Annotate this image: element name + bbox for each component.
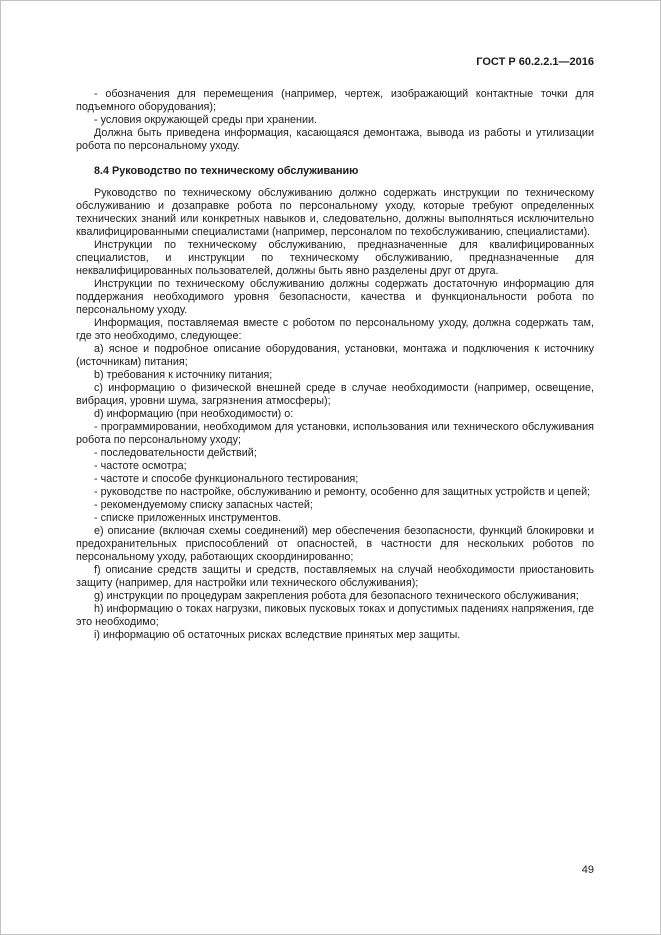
document-header: ГОСТ Р 60.2.2.1—2016	[476, 56, 594, 68]
paragraph: e) описание (включая схемы соединений) мер обеспечения безопасности, функций блокировки и предохранительных приспособлений от опасностей, в частности для нескольких роботов по персональному уходу, работающих скоординированно;	[76, 525, 594, 563]
paragraph: Инструкции по техническому обслуживанию должны содержать достаточную информацию для поддержания необходимого уровня безопасности, качества и функциональности робота по персональному уходу.	[76, 278, 594, 316]
paragraph: - частоте осмотра;	[94, 460, 187, 472]
paragraph: - условия окружающей среды при хранении.	[94, 114, 318, 126]
paragraph: c) информацию о физической внешней среде в случае необходимости (например, освещение, вибрация, уровни шума, загрязнения атмосферы);	[76, 382, 594, 407]
paragraph: Должна быть приведена информация, касающаяся демонтажа, вывода из работы и утилизации робота по персональному уходу.	[76, 127, 594, 152]
paragraph: - руководстве по настройке, обслуживанию и ремонту, особенно для защитных устройств и цепей;	[94, 486, 591, 498]
document-body	[76, 88, 594, 642]
paragraph: - рекомендуемому списку запасных частей;	[94, 499, 313, 511]
paragraph: Руководство по техническому обслуживанию должно содержать инструкции по техническому обслуживанию и дозаправке робота по персональному уходу, которые требуют определенных технических знаний или конкретных навыков и, следовательно, должны выполняться исключительно квалифицированными специалистами (например, персоналом по техобслуживанию, специалистами).	[76, 187, 594, 238]
paragraph: - программировании, необходимом для установки, использования или технического обслуживания робота по персональному уходу;	[76, 421, 594, 446]
paragraph: g) инструкции по процедурам закрепления робота для безопасного технического обслуживания;	[94, 590, 579, 602]
paragraph: Информация, поставляемая вместе с роботом по персональному уходу, должна содержать там, где это необходимо, следующее:	[76, 317, 594, 342]
paragraph: - последовательности действий;	[94, 447, 257, 459]
paragraph: - списке приложенных инструментов.	[94, 512, 282, 524]
paragraph: - частоте и способе функционального тестирования;	[94, 473, 359, 485]
paragraph: h) информацию о токах нагрузки, пиковых пусковых токах и допустимых падениях напряжения, где это необходимо;	[76, 603, 594, 628]
page-number: 49	[581, 864, 594, 876]
paragraph: a) ясное и подробное описание оборудования, установки, монтажа и подключения к источнику (источникам) питания;	[76, 343, 594, 368]
paragraph: i) информацию об остаточных рисках вследствие принятых мер защиты.	[94, 629, 461, 641]
paragraph: d) информацию (при необходимости) о:	[94, 408, 294, 420]
section-heading: 8.4 Руководство по техническому обслуживанию	[94, 165, 359, 177]
paragraph: f) описание средств защиты и средств, поставляемых на случай необходимости приостановить защиту (например, для настройки или технического обслуживания);	[76, 564, 594, 589]
paragraph: b) требования к источнику питания;	[94, 369, 273, 381]
paragraph: - обозначения для перемещения (например, чертеж, изображающий контактные точки для подъемного оборудования);	[76, 88, 594, 113]
paragraph: Инструкции по техническому обслуживанию, предназначенные для квалифицированных специалистов, и инструкции по техническому обслуживанию, предназначенные для неквалифицированных пользователей, должны быть явно разделены друг от друга.	[76, 239, 594, 277]
